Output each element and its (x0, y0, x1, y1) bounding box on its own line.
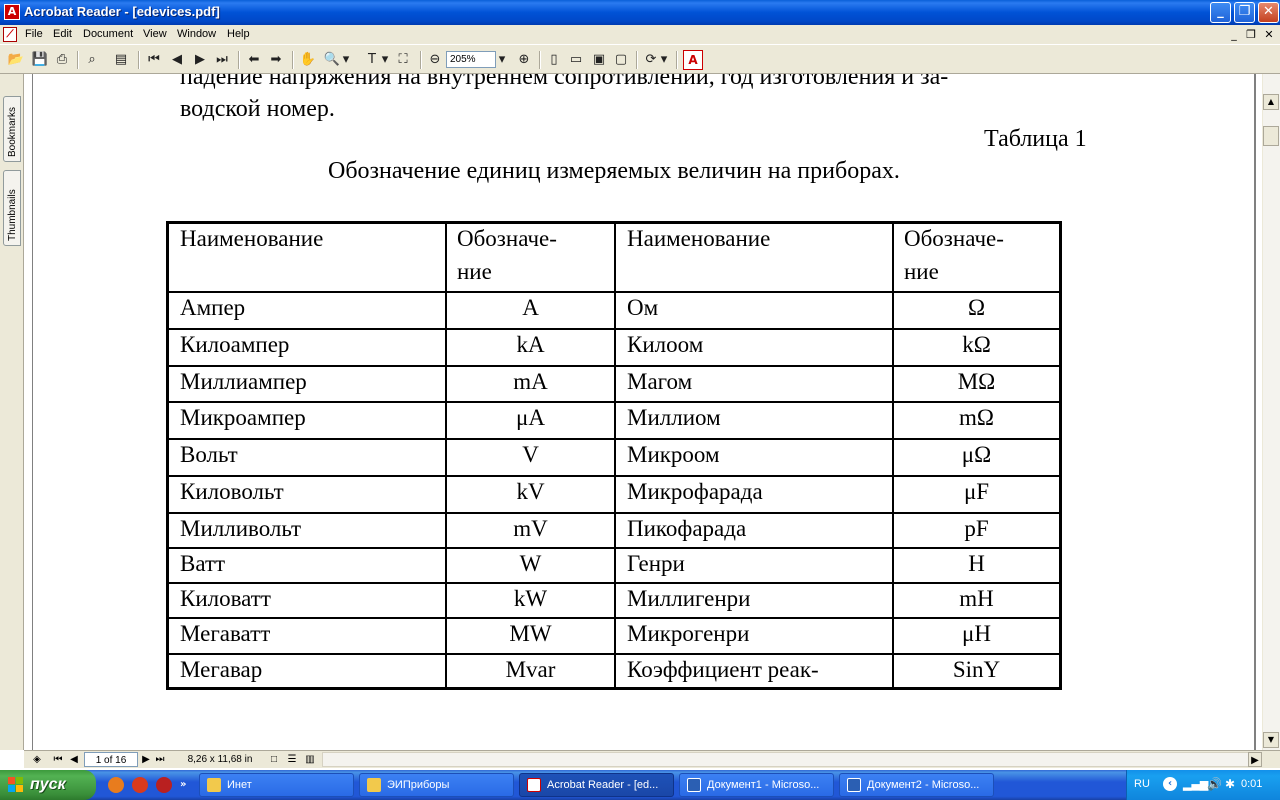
table-cell-symbol: W (519, 551, 542, 576)
find-icon[interactable]: ⌕ (88, 52, 96, 67)
table-cell-name: Генри (627, 551, 685, 576)
zoom-in-tool-icon[interactable]: 🔍 (323, 52, 341, 67)
show-navigation-pane-icon[interactable]: ▤ (114, 52, 128, 67)
previous-page-small-icon[interactable]: ◀ (70, 754, 78, 765)
table-cell-symbol: μA (516, 405, 545, 430)
table-cell-name: Милливольт (180, 516, 302, 541)
network-signal-icon[interactable]: ▂▄▆ (1183, 778, 1209, 791)
page-size-readout: 8,26 x 11,68 in (187, 754, 253, 765)
scroll-down-button[interactable]: ▼ (1263, 732, 1279, 748)
taskbar-item-document2[interactable] (839, 773, 994, 797)
toolbar-separator (676, 51, 678, 69)
page-number-field[interactable]: 1 of 16 (84, 752, 138, 767)
thumbnails-tab[interactable] (3, 170, 21, 246)
fit-page-icon[interactable]: ▭ (569, 52, 583, 67)
page-left-border (32, 74, 33, 750)
volume-icon[interactable]: 🔊 (1207, 777, 1222, 791)
table-cell-symbol: H (968, 551, 985, 576)
table-cell-name: Микроом (627, 442, 720, 467)
table-cell-symbol: kV (516, 479, 545, 504)
table-cell-name: Ампер (180, 295, 246, 320)
toolbar-separator (292, 51, 294, 69)
print-icon[interactable]: ⎙ (56, 52, 68, 67)
table-cell-name: Киловатт (180, 586, 271, 611)
table-row-divider (169, 653, 1059, 655)
table-cell-name: Микрофарада (627, 479, 763, 504)
quicklaunch-browser-icon[interactable] (108, 777, 124, 793)
page-right-border (1254, 74, 1256, 750)
table-cell-symbol: pF (964, 516, 989, 541)
window-title: Acrobat Reader - [edevices.pdf] (24, 4, 220, 19)
menu-bar (0, 25, 1280, 44)
table-row-divider (169, 617, 1059, 619)
tray-collapse-icon[interactable]: ‹ (1163, 777, 1177, 791)
bluetooth-icon[interactable]: ✱ (1225, 777, 1236, 791)
zoom-level-input[interactable]: 205% (446, 51, 496, 68)
thumbnails-tab-label: Thumbnails (7, 189, 18, 241)
acrobat-icon (527, 778, 541, 792)
zoom-in-icon[interactable]: ⊕ (518, 52, 530, 67)
go-back-icon[interactable]: ⬅ (248, 52, 260, 67)
menu-document[interactable]: Document (83, 28, 134, 40)
quicklaunch-opera-icon[interactable] (132, 777, 148, 793)
menu-file[interactable]: File (25, 28, 43, 40)
start-button[interactable] (0, 770, 96, 800)
table-cell-name: Ватт (180, 551, 226, 576)
table-cell-name: Миллигенри (627, 586, 751, 611)
body-text-line: падение напряжения на внутреннем сопротивлении, год изготовления и за- (180, 74, 949, 90)
table-cell-symbol: kW (513, 586, 548, 611)
table-cell-name: Ом (627, 295, 659, 320)
taskbar (0, 770, 1280, 800)
last-page-icon[interactable]: ⏭ (216, 52, 228, 67)
folder-icon (367, 778, 381, 792)
table-cell-name: Микрогенри (627, 621, 750, 646)
quicklaunch-app-icon[interactable] (156, 777, 172, 793)
maximize-button[interactable]: ❐ (1234, 2, 1255, 23)
table-cell-symbol: V (522, 442, 539, 467)
table-cell-symbol: mV (513, 516, 548, 541)
table-cell-name: Килоампер (180, 332, 290, 357)
reflow-icon[interactable]: ▢ (614, 52, 628, 67)
table-cell-name: Магом (627, 369, 693, 394)
system-tray (1126, 770, 1280, 800)
next-page-small-icon[interactable]: ▶ (142, 754, 150, 765)
table-header-name: Наименование (627, 226, 771, 251)
word-icon (847, 778, 861, 792)
table-row-divider (169, 582, 1059, 584)
toolbar-separator (77, 51, 79, 69)
close-button[interactable]: ✕ (1258, 2, 1279, 23)
table-row-divider (169, 438, 1059, 440)
table-cell-name: Миллиом (627, 405, 721, 430)
language-indicator[interactable]: RU (1134, 778, 1150, 790)
table-cell-symbol: mA (513, 369, 548, 394)
folder-icon (207, 778, 221, 792)
table-cell-name: Мегавар (180, 657, 263, 682)
first-page-small-icon[interactable]: ⏮ (53, 754, 63, 765)
continuous-icon[interactable]: ☰ (287, 754, 297, 765)
doc-close-button[interactable]: ✕ (1264, 28, 1274, 41)
table-row-divider (169, 401, 1059, 403)
table-row-divider (169, 475, 1059, 477)
windows-logo-icon (8, 777, 24, 793)
table-header-name: Наименование (180, 226, 324, 251)
toolbar-separator (636, 51, 638, 69)
table-cell-symbol: SinY (952, 657, 1001, 682)
table-header-symbol: ние (904, 259, 939, 284)
table-cell-symbol: Mvar (505, 657, 556, 682)
start-label: пуск (30, 776, 66, 793)
toolbar-separator (138, 51, 140, 69)
scroll-right-button[interactable]: ▶ (1248, 752, 1262, 767)
acrobat-app-icon[interactable]: A (4, 4, 20, 20)
open-icon[interactable]: 📂 (7, 52, 25, 67)
table-row-divider (169, 328, 1059, 330)
snapshot-tool-icon[interactable]: ⛶ (398, 52, 408, 67)
minimize-button[interactable]: _ (1210, 2, 1231, 23)
hand-tool-icon[interactable]: ✋ (299, 52, 317, 67)
save-icon[interactable]: 💾 (31, 52, 49, 67)
table-row-divider (169, 512, 1059, 514)
taskbar-item-acrobat[interactable] (519, 773, 674, 797)
table-cell-symbol: mΩ (959, 405, 994, 430)
task-label: Документ1 - Microso... (707, 779, 820, 791)
quicklaunch-expand-icon[interactable]: » (180, 779, 187, 790)
actual-size-icon[interactable]: ▯ (550, 52, 558, 67)
menu-edit[interactable]: Edit (53, 28, 72, 40)
table-header-symbol: Обозначе- (457, 226, 557, 251)
table-label: Таблица 1 (984, 126, 1087, 152)
previous-page-icon[interactable]: ◀ (172, 52, 182, 67)
menu-window[interactable]: Window (177, 28, 217, 40)
scrollbar-thumb[interactable] (1263, 126, 1279, 146)
last-page-small-icon[interactable]: ⏭ (155, 754, 165, 765)
go-forward-icon[interactable]: ➡ (270, 52, 282, 67)
zoom-dropdown-icon[interactable]: ▾ (498, 52, 506, 67)
document-view[interactable] (24, 74, 1262, 750)
vertical-scrollbar[interactable] (1262, 74, 1280, 750)
table-cell-symbol: A (522, 295, 539, 320)
table-row-divider (169, 365, 1059, 367)
table-caption: Обозначение единиц измеряемых величин на приборах. (328, 158, 900, 184)
title-bar (0, 0, 1280, 25)
doc-minimize-button[interactable]: _ (1231, 28, 1237, 41)
task-label: Документ2 - Microso... (867, 779, 980, 791)
fit-width-icon[interactable]: ▣ (592, 52, 606, 67)
table-header-symbol: ние (457, 259, 492, 284)
table-cell-symbol: MW (509, 621, 552, 646)
zoom-out-icon[interactable]: ⊖ (429, 52, 441, 67)
table-row-divider (169, 291, 1059, 293)
doc-restore-button[interactable]: ❐ (1246, 28, 1256, 41)
table-cell-name: Килоом (627, 332, 704, 357)
task-label: Инет (227, 779, 252, 791)
table-cell-symbol: kΩ (962, 332, 991, 357)
document-icon[interactable]: ⟋ (3, 27, 17, 42)
table-header-symbol: Обозначе- (904, 226, 1004, 251)
table-cell-name: Киловольт (180, 479, 284, 504)
scroll-up-button[interactable]: ▲ (1263, 94, 1279, 110)
task-label: ЭИПриборы (387, 779, 450, 791)
continuous-facing-icon[interactable]: ▥ (305, 754, 315, 765)
adobe-logo-icon[interactable]: A (683, 50, 703, 70)
table-cell-name: Микроампер (180, 405, 306, 430)
table-cell-name: Миллиампер (180, 369, 307, 394)
body-text-line: водской номер. (180, 96, 335, 122)
navigation-pane-toggle-icon[interactable]: ◈ (33, 754, 41, 765)
table-cell-symbol: μH (962, 621, 991, 646)
table-cell-name: Пикофарада (627, 516, 747, 541)
next-page-icon[interactable]: ▶ (195, 52, 205, 67)
taskbar-item-document1[interactable] (679, 773, 834, 797)
first-page-icon[interactable]: ⏮ (148, 52, 160, 67)
toolbar (0, 44, 1280, 74)
table-row-divider (169, 547, 1059, 549)
word-icon (687, 778, 701, 792)
units-table (166, 221, 1062, 690)
table-cell-name: Мегаватт (180, 621, 271, 646)
table-cell-name: Коэффициент реак- (627, 657, 819, 682)
menu-view[interactable]: View (143, 28, 167, 40)
task-label: Acrobat Reader - [ed... (547, 779, 659, 791)
status-bar (24, 750, 1280, 768)
select-tool-dropdown-icon[interactable]: ▾ (381, 52, 389, 67)
single-page-icon[interactable]: □ (270, 754, 278, 765)
table-cell-symbol: kA (516, 332, 545, 357)
toolbar-separator (238, 51, 240, 69)
menu-help[interactable]: Help (227, 28, 250, 40)
zoom-tool-dropdown-icon[interactable]: ▾ (342, 52, 350, 67)
table-cell-symbol: Ω (967, 295, 986, 320)
table-cell-symbol: μF (963, 479, 990, 504)
navigation-tabs-panel (0, 74, 24, 750)
table-cell-symbol: MΩ (957, 369, 996, 394)
bookmarks-tab-label: Bookmarks (7, 106, 18, 157)
toolbar-separator (539, 51, 541, 69)
taskbar-item-eipribory[interactable] (359, 773, 514, 797)
table-cell-symbol: mH (959, 586, 994, 611)
table-cell-symbol: μΩ (961, 442, 992, 467)
rotate-view-icon[interactable]: ⟳ (645, 52, 657, 67)
toolbar-separator (420, 51, 422, 69)
table-cell-name: Вольт (180, 442, 238, 467)
horizontal-scrollbar[interactable] (322, 752, 1252, 767)
bookmarks-tab[interactable] (3, 96, 21, 162)
rotate-dropdown-icon[interactable]: ▾ (660, 52, 668, 67)
taskbar-item-inet[interactable] (199, 773, 354, 797)
clock[interactable]: 0:01 (1241, 778, 1263, 790)
text-select-tool-icon[interactable]: T (368, 52, 376, 67)
